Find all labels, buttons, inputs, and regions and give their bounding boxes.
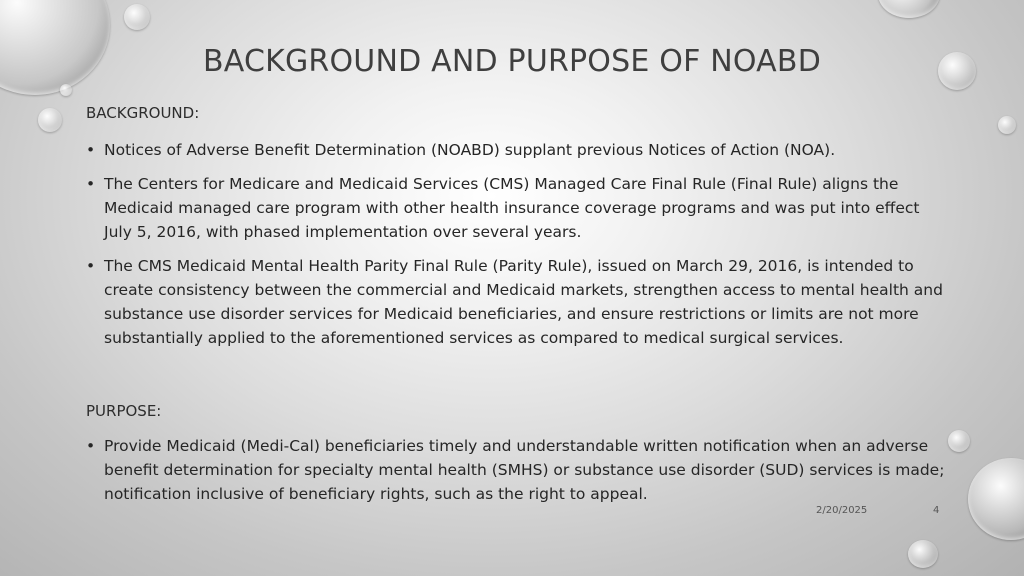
page-number: 4 <box>933 505 940 516</box>
list-item <box>86 254 946 350</box>
water-droplet <box>968 458 1024 540</box>
background-section-label: BACKGROUND: <box>86 104 200 122</box>
water-droplet <box>998 116 1016 134</box>
bullet-text: Provide Medicaid (Medi-Cal) beneficiaries timely and understandable written notification when an adverse benefit determination for specialty mental health (SMHS) or substance use disorder (SUD) services is made; notification inclusive of beneficiary rights, such as the right to appeal. <box>104 437 945 503</box>
purpose-section-label: PURPOSE: <box>86 402 162 420</box>
water-droplet <box>908 540 938 568</box>
background-bullet-list <box>86 138 946 360</box>
list-item <box>86 172 946 244</box>
bullet-text: The Centers for Medicare and Medicaid Services (CMS) Managed Care Final Rule (Final Rule) aligns the Medicaid managed care program with other health insurance coverage programs and was put into effect July 5, 2016, with phased implementation over several years. <box>104 175 920 241</box>
bullet-icon: • <box>86 437 96 455</box>
footer-date: 2/20/2025 <box>816 505 868 516</box>
list-item <box>86 434 946 506</box>
bullet-text: Notices of Adverse Benefit Determination (NOABD) supplant previous Notices of Action (NOA). <box>104 141 836 159</box>
water-droplet <box>948 430 970 452</box>
water-droplet <box>60 84 72 96</box>
water-droplet <box>124 4 150 30</box>
slide-title: BACKGROUND AND PURPOSE OF NOABD <box>202 44 821 79</box>
water-droplet <box>878 0 940 18</box>
water-droplet <box>38 108 62 132</box>
bullet-icon: • <box>86 257 96 275</box>
bullet-icon: • <box>86 141 96 159</box>
bullet-text: The CMS Medicaid Mental Health Parity Final Rule (Parity Rule), issued on March 29, 2016, is intended to create consistency between the commercial and Medicaid markets, strengthen access to mental health and substance use disorder services for Medicaid beneficiaries, and ensure restrictions or limits are not more substantially applied to the aforementioned services as compared to medical surgical services. <box>104 257 943 347</box>
list-item <box>86 138 946 162</box>
purpose-bullet-list <box>86 434 946 516</box>
bullet-icon: • <box>86 175 96 193</box>
